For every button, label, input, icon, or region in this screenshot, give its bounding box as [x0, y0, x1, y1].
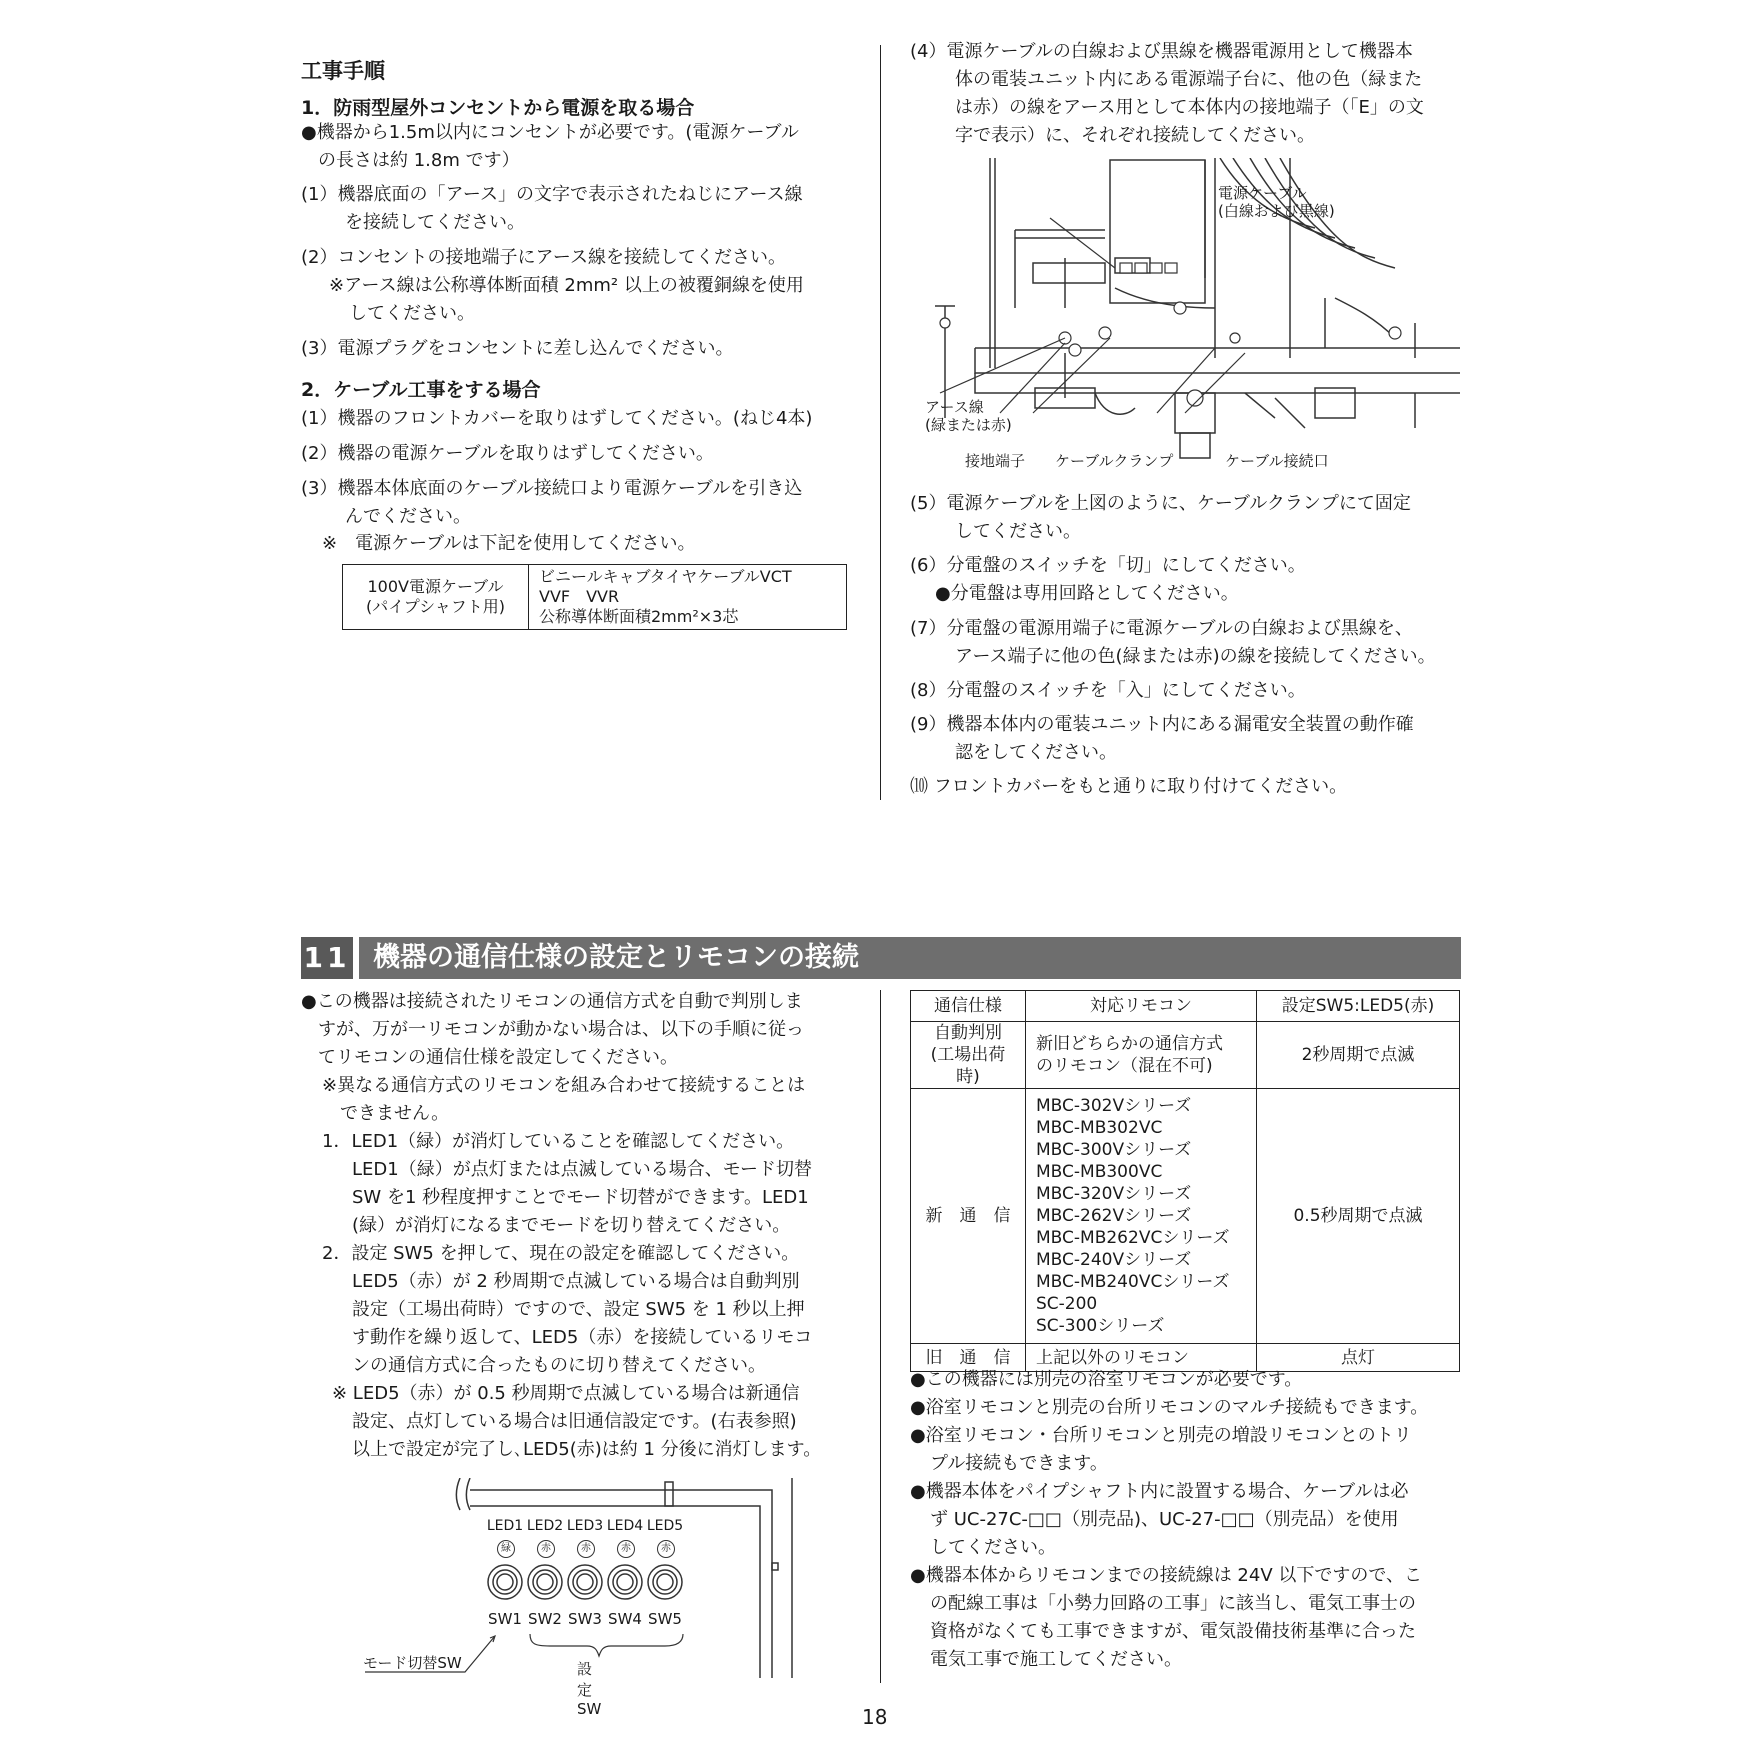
cell-text: のリモコン（混在不可)	[1036, 1056, 1213, 1076]
switch-buttons	[485, 1562, 685, 1602]
note-text: ※ LED5（赤）が 0.5 秒周期で点滅している場合は新通信	[332, 1383, 800, 1404]
label-text: (白線および黒線)	[1218, 202, 1335, 220]
remote-model: MBC-262Vシリーズ	[1036, 1206, 1192, 1226]
step-text: (7）分電盤の電源用端子に電源ケーブルの白線および黒線を、	[910, 618, 1413, 639]
remote-model: MBC-320Vシリーズ	[1036, 1184, 1192, 1204]
step-text: (2）機器の電源ケーブルを取りはずしてください。	[301, 443, 714, 464]
column-divider	[880, 990, 881, 1683]
note-text: してください。	[349, 303, 475, 324]
note-text: ※ 電源ケーブルは下記を使用してください。	[322, 533, 696, 554]
bullet-line: ●浴室リモコン・台所リモコンと別売の増設リモコンとのトリ	[910, 1425, 1412, 1446]
bullet-line: ●機器本体をパイプシャフト内に設置する場合、ケーブルは必	[910, 1481, 1409, 1502]
header-cell: 設定SW5:LED5(赤)	[1257, 991, 1460, 1022]
step-text: 認をしてください。	[955, 742, 1117, 763]
step-text: (2）コンセントの接地端子にアース線を接続してください。	[301, 247, 787, 268]
note-text: 設定、点灯している場合は旧通信設定です。(右表参照)	[352, 1411, 797, 1432]
step-text: 設定（工場出荷時）ですので、設定 SW5 を 1 秒以上押	[352, 1299, 805, 1320]
remote-model: MBC-240Vシリーズ	[1036, 1250, 1192, 1270]
led-color-mark-3: 赤	[577, 1540, 595, 1558]
cell-text: 新旧どちらかの通信方式	[1036, 1034, 1223, 1054]
step-text: ンの通信方式に合ったものに切り替えてください。	[352, 1355, 766, 1376]
spec-value: ビニールキャブタイヤケーブルVCT	[539, 567, 792, 586]
led-color-mark-1: 緑	[497, 1540, 515, 1558]
step-text: 字で表示）に、それぞれ接続してください。	[955, 125, 1315, 146]
spec-value: 公称導体断面積2mm²×3芯	[539, 607, 739, 626]
step-text: す動作を繰り返して、LED5（赤）を接続しているリモコ	[352, 1327, 813, 1348]
label-text: (緑または赤)	[925, 416, 1012, 434]
spec-value: VVF VVR	[539, 587, 620, 606]
spec-cell: 新 通 信	[911, 1089, 1026, 1344]
step-text: 1．LED1（緑）が消灯していることを確認してください。	[322, 1131, 795, 1152]
cell-text: (工場出荷時)	[930, 1045, 1006, 1087]
label-text: 電源ケーブル	[1218, 184, 1307, 202]
sw-label-3: SW3	[568, 1610, 602, 1628]
note-text: できません。	[340, 1103, 450, 1124]
note-text: ※異なる通信方式のリモコンを組み合わせて接続することは	[322, 1075, 806, 1096]
header-cell: 通信仕様	[911, 991, 1026, 1022]
remote-cell: 上記以外のリモコン	[1026, 1344, 1257, 1372]
bullet-line: すが、万が一リモコンが動かない場合は、以下の手順に従っ	[318, 1019, 804, 1040]
label-cable-port: ケーブル接続口	[1225, 452, 1329, 470]
led-label-1: LED1	[486, 1518, 524, 1534]
bullet-line: プル接続もできます。	[930, 1453, 1108, 1474]
note-text: ●分電盤は専用回路としてください。	[935, 583, 1239, 604]
remote-model: MBC-MB300VC	[1036, 1162, 1163, 1182]
section-number: 11	[301, 937, 353, 979]
communication-spec-table	[910, 990, 1460, 1372]
step-text: LED1（緑）が点灯または点滅している場合、モード切替	[352, 1159, 812, 1180]
spec-label-cell	[343, 565, 529, 630]
section-11-header	[301, 937, 1461, 979]
table-row	[911, 1089, 1460, 1344]
step-text: (4）電源ケーブルの白線および黒線を機器電源用として機器本	[910, 41, 1413, 62]
bullet-line: ●この機器は接続されたリモコンの通信方式を自動で判別しま	[301, 991, 803, 1012]
sw-label-4: SW4	[608, 1610, 642, 1628]
column-divider	[880, 45, 881, 800]
step-text: アース端子に他の色(緑または赤)の線を接続してください。	[955, 646, 1436, 667]
led-cell: 2秒周期で点滅	[1257, 1022, 1460, 1089]
label-ground-terminal: 接地端子	[965, 452, 1026, 470]
spec-cell	[911, 1022, 1026, 1089]
bullet-line: ず UC-27C-□□（別売品)、UC-27-□□（別売品）を使用	[930, 1509, 1399, 1530]
spec-label: 100V電源ケーブル	[367, 577, 504, 596]
bullet-line: てリモコンの通信仕様を設定してください。	[318, 1047, 678, 1068]
remote-cell	[1026, 1022, 1257, 1089]
remote-model: MBC-MB302VC	[1036, 1118, 1163, 1138]
table-header-row	[911, 991, 1460, 1022]
step-text: SW を1 秒程度押すことでモード切替ができます。LED1	[352, 1187, 809, 1208]
led-color-mark-5: 赤	[657, 1540, 675, 1558]
sw-label-1: SW1	[488, 1610, 522, 1628]
section-heading-cable-work: 2．ケーブル工事をする場合	[301, 379, 541, 401]
step-text: (3）電源プラグをコンセントに差し込んでください。	[301, 338, 734, 359]
led-color-mark-4: 赤	[617, 1540, 635, 1558]
led-color-mark-2: 赤	[537, 1540, 555, 1558]
cell-text: 自動判別	[934, 1023, 1002, 1043]
remote-model: MBC-MB240VCシリーズ	[1036, 1272, 1230, 1292]
bullet-line: 電気工事で施工してください。	[930, 1649, 1182, 1670]
remote-list-cell	[1026, 1089, 1257, 1344]
step-text: (1）機器のフロントカバーを取りはずしてください。(ねじ4本)	[301, 408, 813, 429]
label-earth-wire	[925, 398, 1012, 434]
led-label-2: LED2	[526, 1518, 564, 1534]
label-cable-clamp: ケーブルクランプ	[1055, 452, 1174, 470]
label-text: アース線	[925, 398, 984, 416]
step-text: ⑽ フロントカバーをもと通りに取り付けてください。	[910, 776, 1348, 797]
setting-switch-label: 設定SW	[577, 1660, 602, 1718]
remote-model: MBC-300Vシリーズ	[1036, 1140, 1192, 1160]
led-label-4: LED4	[606, 1518, 644, 1534]
spec-label: (パイプシャフト用)	[365, 597, 506, 616]
step-text: (5）電源ケーブルを上図のように、ケーブルクランプにて固定	[910, 493, 1411, 514]
step-text: は赤）の線をアース用として本体内の接地端子（「E」の文	[955, 97, 1424, 118]
note-text: ※アース線は公称導体断面積 2mm² 以上の被覆銅線を使用	[329, 275, 804, 296]
bullet-line: ●この機器には別売の浴室リモコンが必要です。	[910, 1369, 1303, 1390]
led-label-5: LED5	[646, 1518, 684, 1534]
remote-model: MBC-MB262VCシリーズ	[1036, 1228, 1230, 1248]
step-text: (3）機器本体底面のケーブル接続口より電源ケーブルを引き込	[301, 478, 803, 499]
step-text: んでください。	[345, 506, 471, 527]
bullet-line: ●浴室リモコンと別売の台所リモコンのマルチ接続もできます。	[910, 1397, 1429, 1418]
spec-value-cell	[529, 565, 847, 630]
header-separator	[353, 937, 359, 979]
step-text: (緑）が消灯になるまでモードを切り替えてください。	[352, 1215, 791, 1236]
page-title: 工事手順	[301, 59, 385, 83]
section-heading-outdoor-outlet: 1．防雨型屋外コンセントから電源を取る場合	[301, 97, 695, 119]
led-cell: 0.5秒周期で点滅	[1257, 1089, 1460, 1344]
mode-switch-label: モード切替SW	[363, 1654, 462, 1672]
led-label-3: LED3	[566, 1518, 604, 1534]
step-text: (1）機器底面の「アース」の文字で表示されたねじにアース線	[301, 184, 803, 205]
remote-model: MBC-302Vシリーズ	[1036, 1096, 1192, 1116]
section-title: 機器の通信仕様の設定とリモコンの接続	[373, 942, 859, 973]
step-text: LED5（赤）が 2 秒周期で点滅している場合は自動判別	[352, 1271, 800, 1292]
bullet-line: の長さは約 1.8m です）	[318, 150, 520, 171]
bullet-line: してください。	[930, 1537, 1056, 1558]
step-text: (9）機器本体内の電装ユニット内にある漏電安全装置の動作確	[910, 714, 1414, 735]
bullet-line: 資格がなくても工事できますが、電気設備技術基準に合った	[930, 1621, 1416, 1642]
bullet-line: ●機器本体からリモコンまでの接続線は 24V 以下ですので、こ	[910, 1565, 1423, 1586]
note-text: 以上で設定が完了し､LED5(赤)は約 1 分後に消灯します。	[352, 1439, 822, 1460]
page-number: 18	[862, 1705, 888, 1729]
step-text: 体の電装ユニット内にある電源端子台に、他の色（緑また	[955, 69, 1423, 90]
label-power-cable	[1218, 184, 1335, 220]
power-cable-spec-table	[342, 564, 847, 630]
led-cell: 点灯	[1257, 1344, 1460, 1372]
step-text: 2．設定 SW5 を押して、現在の設定を確認してください。	[322, 1243, 800, 1264]
step-text: を接続してください。	[345, 212, 525, 233]
remote-model: SC-300シリーズ	[1036, 1316, 1165, 1336]
sw-label-2: SW2	[528, 1610, 562, 1628]
header-cell: 対応リモコン	[1026, 991, 1257, 1022]
bullet-line: の配線工事は「小勢力回路の工事」に該当し、電気工事士の	[930, 1593, 1416, 1614]
step-text: してください。	[955, 521, 1081, 542]
remote-model: SC-200	[1036, 1294, 1098, 1314]
sw-label-5: SW5	[648, 1610, 682, 1628]
table-row	[911, 1022, 1460, 1089]
step-text: (6）分電盤のスイッチを「切」にしてください。	[910, 555, 1306, 576]
step-text: (8）分電盤のスイッチを「入」にしてください。	[910, 680, 1306, 701]
spec-cell: 旧 通 信	[911, 1344, 1026, 1372]
bullet-line: ●機器から1.5m以内にコンセントが必要です。(電源ケーブル	[301, 122, 799, 143]
